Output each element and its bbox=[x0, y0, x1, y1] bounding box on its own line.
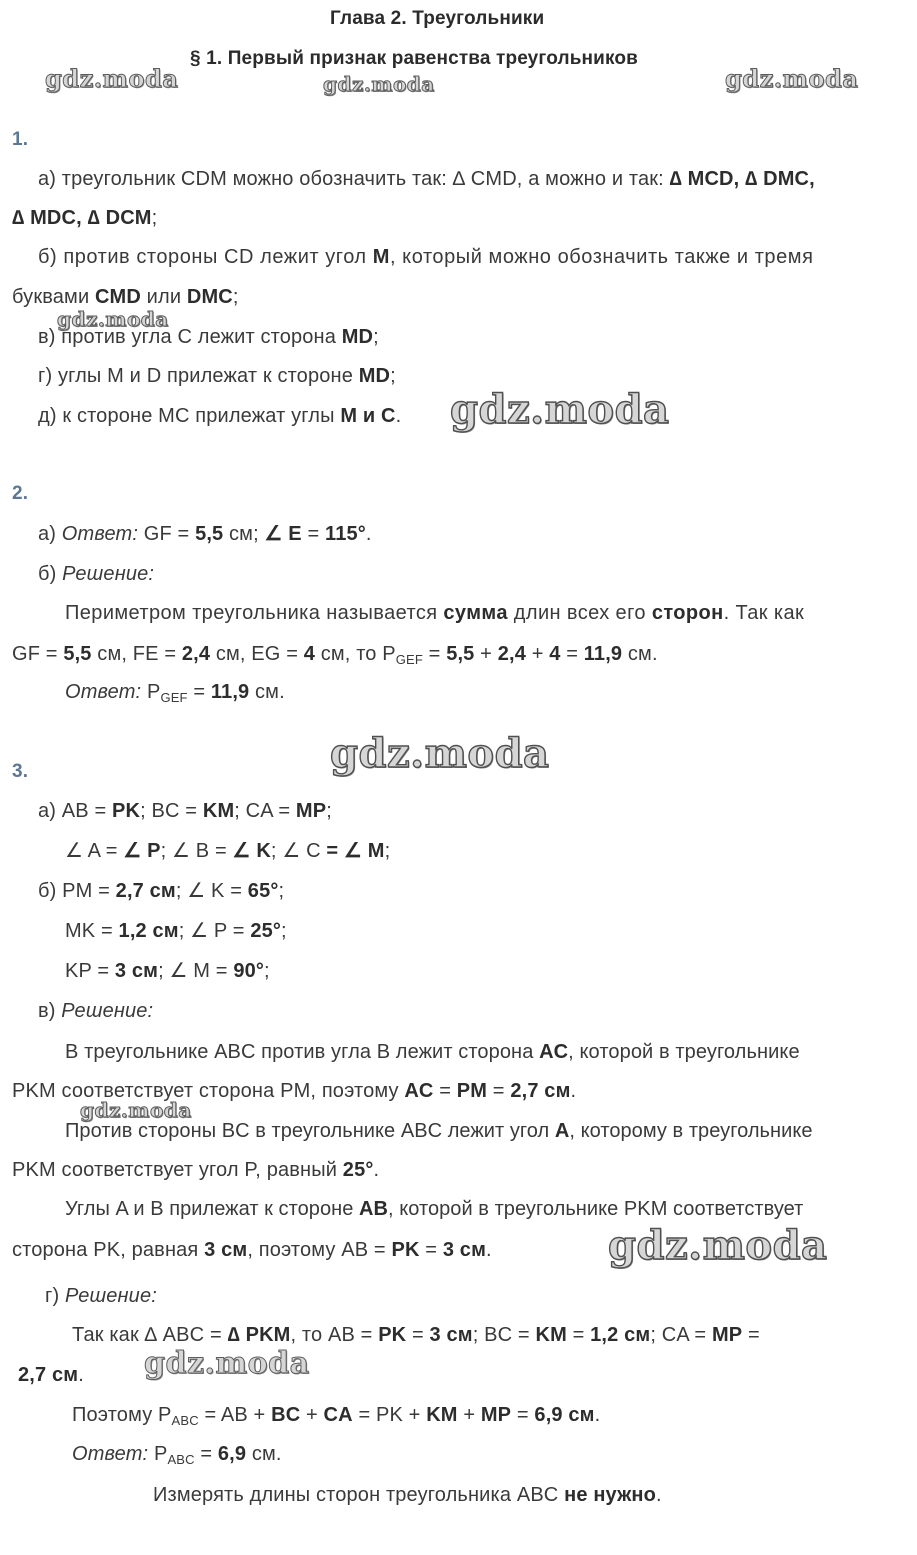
section-title: § 1. Первый признак равенства треугольников bbox=[190, 48, 638, 69]
task-number: 1. bbox=[12, 129, 29, 150]
watermark: gdz.moda bbox=[725, 64, 859, 93]
task3-line-g: г) Решение: bbox=[45, 1285, 157, 1307]
watermark: gdz.moda bbox=[330, 730, 550, 777]
task1-line-d: д) к стороне MC прилежат углы M и C. bbox=[38, 405, 402, 427]
watermark: gdz.moda bbox=[57, 307, 169, 331]
task1-line-b: б) против стороны CD лежит угол M, который можно обозначить также и тремя bbox=[38, 246, 814, 268]
task-number: 2. bbox=[12, 483, 29, 504]
task3-line-a1: а) AB = PK; BC = KM; CA = MP; bbox=[38, 800, 332, 822]
task2-solution-2: GF = 5,5 см, FE = 2,4 см, EG = 4 см, то $P_{GEF} = 5,5 + 2,4 + 4 = 11,9$ см. bbox=[12, 643, 658, 667]
task1-line-a: а) треугольник CDM можно обозначить так: ∆ CMD, а можно и так: ∆ MCD, ∆ DMC, bbox=[38, 168, 815, 190]
task3-v-solution-6: сторона PK, равная 3 см, поэтому AB = PK = 3 см. bbox=[12, 1239, 492, 1261]
watermark: gdz.moda bbox=[323, 72, 435, 96]
task3-answer: Ответ: $P_{ABC} = 6,9$ см. bbox=[72, 1443, 282, 1467]
task3-g-solution-1: Так как ∆ ABC = ∆ PKM, то AB = PK = 3 см; BC = KM = 1,2 см; CA = MP = bbox=[72, 1324, 760, 1346]
task3-line-v: в) Решение: bbox=[38, 1000, 154, 1022]
watermark: gdz.moda bbox=[608, 1222, 828, 1269]
task3-v-solution-2: PKM соответствует сторона PM, поэтому AC = PM = 2,7 см. bbox=[12, 1080, 577, 1102]
task3-line-b1: б) PM = 2,7 см; ∠ K = 65°; bbox=[38, 880, 285, 902]
task3-final-note: Измерять длины сторон треугольника ABC не нужно. bbox=[153, 1484, 662, 1506]
task2-line-b: б) Решение: bbox=[38, 563, 155, 585]
task3-v-solution-3: Против стороны BC в треугольнике ABC лежит угол A, которому в треугольнике bbox=[65, 1120, 813, 1142]
task1-line-b2: буквами CMD или DMC; bbox=[12, 286, 239, 308]
task-number: 3. bbox=[12, 761, 29, 782]
task1-line-a2: ∆ MDC, ∆ DCM; bbox=[12, 207, 158, 229]
watermark: gdz.moda bbox=[80, 1098, 192, 1122]
task2-solution-1: Периметром треугольника называется сумма длин всех его сторон. Так как bbox=[65, 602, 805, 624]
task3-line-b2: MK = 1,2 см; ∠ P = 25°; bbox=[65, 920, 287, 942]
task3-v-solution-5: Углы A и B прилежат к стороне AB, которой в треугольнике PKM соответствует bbox=[65, 1198, 804, 1220]
task2-answer: Ответ: $P_{GEF} = 11,9$ см. bbox=[65, 681, 285, 705]
watermark: gdz.moda bbox=[144, 1346, 310, 1381]
chapter-title: Глава 2. Треугольники bbox=[330, 8, 545, 29]
watermark: gdz.moda bbox=[450, 386, 670, 433]
watermark: gdz.moda bbox=[45, 64, 179, 93]
task3-g-solution-3: Поэтому $P_{ABC}$ = AB + BC + CA = PK + KM + MP = 6,9 см. bbox=[72, 1404, 601, 1428]
task3-v-solution-4: PKM соответствует угол P, равный 25°. bbox=[12, 1159, 380, 1181]
task1-line-v: в) против угла C лежит сторона MD; bbox=[38, 326, 379, 348]
task3-v-solution-1: В треугольнике ABC против угла B лежит сторона AC, которой в треугольнике bbox=[65, 1041, 800, 1063]
task3-line-b3: KP = 3 см; ∠ M = 90°; bbox=[65, 960, 270, 982]
task3-g-solution-2: 2,7 см. bbox=[18, 1364, 84, 1386]
task2-line-a: а) Ответ: GF = 5,5 см; ∠ E = 115°. bbox=[38, 523, 372, 545]
task1-line-g: г) углы M и D прилежат к стороне MD; bbox=[38, 365, 396, 387]
task3-line-a2: ∠ A = ∠ P; ∠ B = ∠ K; ∠ C = ∠ M; bbox=[65, 840, 391, 862]
